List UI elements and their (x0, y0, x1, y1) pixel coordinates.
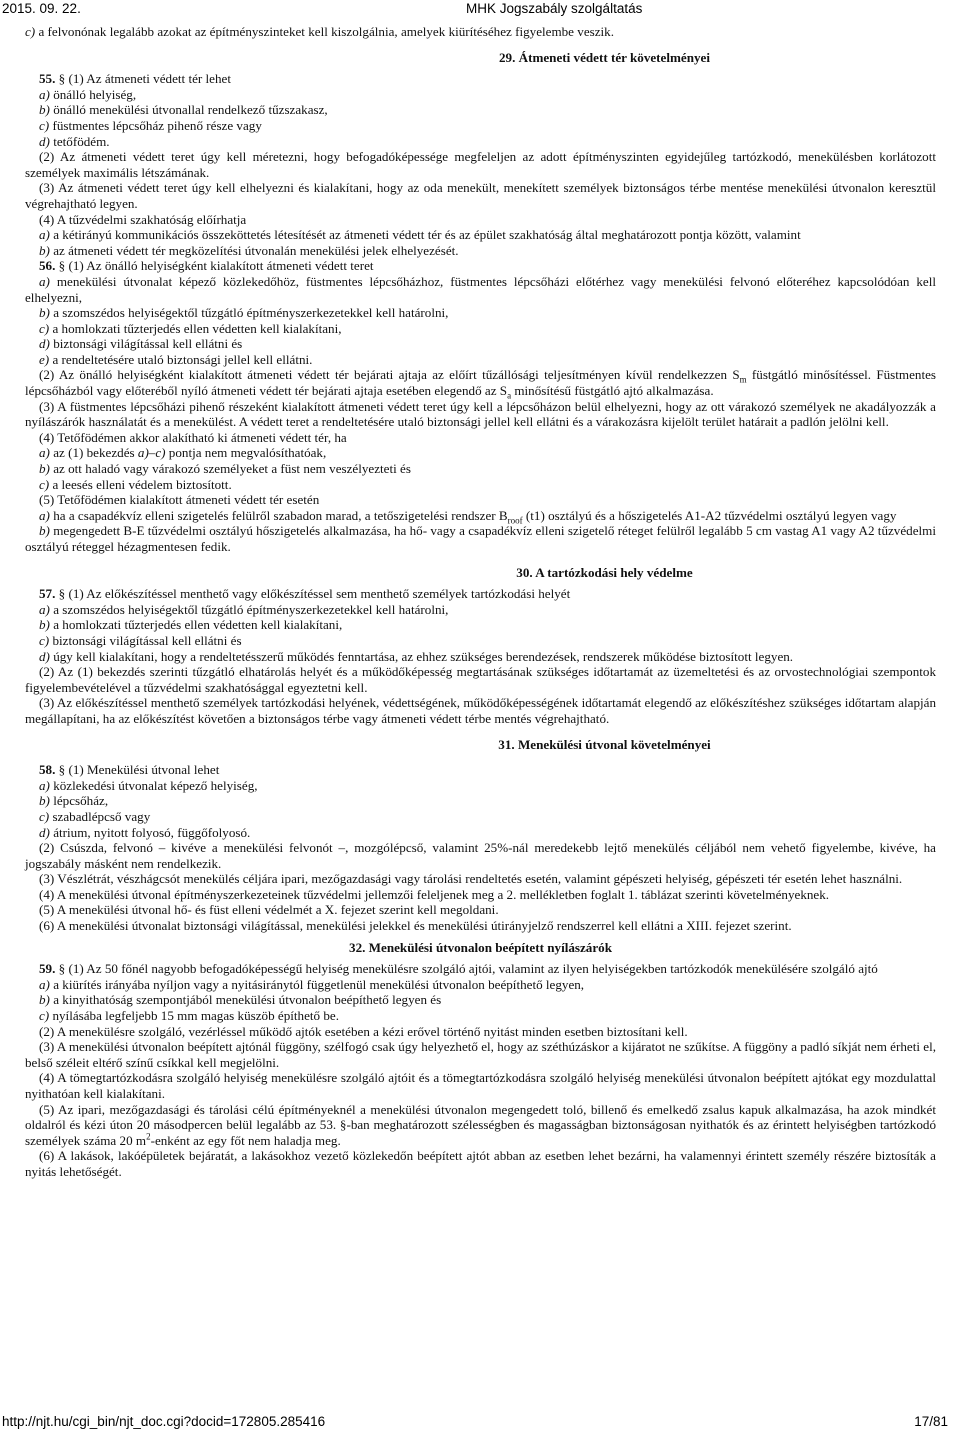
paragraph: a) a kétirányú kommunikációs összeköttetés létesítését az átmeneti védett tér és az épület szakhatóság által meghatározott pontja között, valamint (39, 227, 801, 243)
paragraph: 57. § (1) Az előkészítéssel menthető vagy előkészítéssel sem menthető személyek tartózkodási helyét (39, 586, 571, 602)
paragraph: e) a rendeltetésére utaló biztonsági jellel kell ellátni. (39, 351, 313, 367)
paragraph: (2) Csúszda, felvonó – kivéve a menekülési felvonót –, mozgólépcső, valamint 25%-nál meredekebb lejtő menekülés céljából nem vehető figyelembe, kivéve, ha jogszabály másként nem rendelkezik. (25, 840, 936, 871)
paragraph: d) tetőfödém. (39, 133, 110, 149)
paragraph: (2) Az önálló helyiségként kialakított átmeneti védett tér bejárati ajtaja az előírt tűzállósági teljesítményen kívül rendelkezzen $S_m$ füstgátló minősítéssel. Füstmentes lépcsőházból vagy előteréből nyíló átmeneti védett tér bejárati ajtaja esetében elegendő az $S_a$ minősítésű füstgátló ajtó alkalmazása. (25, 367, 936, 401)
section-heading: 32. Menekülési útvonalon beépített nyílászárók (349, 939, 612, 955)
paragraph: (3) Az előkészítéssel menthető személyek tartózkodási helyének, védettségének, működőképességének időtartamát elegendő az előkészítéshez szükséges időtartam alapján megállapítani, ha az előkészítést követően a biztonságos térbe vagy átmeneti védett térbe mentés végrehajtható. (25, 695, 936, 726)
paragraph: a) önálló helyiség, (39, 86, 137, 102)
paragraph: (3) Az átmeneti védett teret úgy kell elhelyezni és kialakítani, hogy az oda menekült, menekített személyek biztonságos térbe mentése menekülési útvonalon keresztül végrehajtható legyen. (25, 180, 936, 211)
paragraph: d) átrium, nyitott folyosó, függőfolyosó. (39, 824, 251, 840)
paragraph: (2) A menekülésre szolgáló, vezérléssel működő ajtók esetében a kézi erővel történő nyitást minden esetben biztosítani kell. (39, 1023, 688, 1039)
paragraph: 58. § (1) Menekülési útvonal lehet (39, 762, 220, 778)
section-heading: 31. Menekülési útvonal követelményei (498, 736, 711, 752)
page-number: 17/81 (914, 1414, 948, 1429)
paragraph: b) megengedett B-E tűzvédelmi osztályú hőszigetelés alkalmazása, ha hő- vagy a csapadékvíz elleni szigetelő réteget felülről legalább 5 cm vastag A1 vagy A2 tűzvédelmi osztályú réteggel hézagmentesen fedik. (25, 523, 936, 554)
paragraph: c) a leesés elleni védelem biztosított. (39, 476, 232, 492)
source-title: MHK Jogszabály szolgáltatás (466, 1, 643, 16)
paragraph: b) a homlokzati tűzterjedés ellen védetten kell kialakítani, (39, 617, 343, 633)
paragraph: (5) Tetőfödémen kialakított átmeneti védett tér esetén (39, 492, 320, 508)
paragraph: (5) Az ipari, mezőgazdasági és tárolási célú építményeknél a menekülési útvonalon megengedett toló, billenő és emelkedő zsalus kapuk alkalmazása, ha azok mindkét oldalról és kézi úton 20 másodpercen belül legalább az 53. §-ban meghatározott szélességben és magasságban biztonságosan nyithatók és az érintett helyiségben tartózkodó személyek száma 20 $m^2$-enként az egy főt nem haladja meg. (25, 1101, 936, 1148)
paragraph: (6) A menekülési útvonalat biztonsági világítással, menekülési jelekkel és menekülési útirányjelző rendszerrel kell ellátni a XIII. fejezet szerint. (39, 918, 792, 934)
paragraph: (5) A menekülési útvonal hő- és füst elleni védelmét a X. fejezet szerint kell megoldani. (39, 902, 499, 918)
page-footer (0, 1414, 960, 1432)
paragraph: a) a kiürítés irányába nyíljon vagy a nyitásiránytól függetlenül menekülési útvonalon beépíthető legyen, (39, 976, 585, 992)
paragraph: (4) A menekülési útvonal építményszerkezeteinek tűzvédelmi jellemzői feleljenek meg a 2. mellékletben foglalt 1. táblázat szerinti követelményeknek. (39, 886, 830, 902)
document-url: http://njt.hu/cgi_bin/njt_doc.cgi?docid=172805.285416 (2, 1414, 326, 1429)
paragraph: b) önálló menekülési útvonallal rendelkező tűzszakasz, (39, 102, 328, 118)
paragraph: c) füstmentes lépcsőház pihenő része vagy (39, 117, 262, 133)
paragraph: (4) A tömegtartózkodásra szolgáló helyiség menekülésre szolgáló ajtóit és a tömegtartózkodásra szolgáló helyiség menekülési útvonalon beépített ajtókat egy mozdulattal nyithatóan kell kialakítani. (25, 1070, 936, 1101)
paragraph: c) a homlokzati tűzterjedés ellen védetten kell kialakítani, (39, 320, 342, 336)
paragraph: b) a szomszédos helyiségektől tűzgátló építményszerkezetekkel kell határolni, (39, 305, 449, 321)
print-date: 2015. 09. 22. (2, 1, 81, 16)
paragraph: a) az (1) bekezdés a)–c) pontja nem megvalósíthatóak, (39, 445, 327, 461)
paragraph: (4) Tetőfödémen akkor alakítható ki átmeneti védett tér, ha (39, 429, 347, 445)
paragraph: (2) Az (1) bekezdés szerinti tűzgátló elhatárolás helyét és a működőképesség megtartásának szükséges időtartamát az üzemeltetési és az orvostechnológiai szempontok figyelembevételével a tűzvédelmi szakhatósággal egyeztetni kell. (25, 664, 936, 695)
paragraph: 55. § (1) Az átmeneti védett tér lehet (39, 71, 231, 87)
paragraph: b) az ott haladó vagy várakozó személyeket a füst nem veszélyezteti és (39, 461, 411, 477)
paragraph: b) a kinyithatóság szempontjából menekülési útvonalon beépíthető legyen és (39, 992, 442, 1008)
page-header (0, 0, 960, 18)
paragraph: c) a felvonónak legalább azokat az építményszinteket kell kiszolgálnia, amelyek kiürítéséhez figyelembe veszik. (25, 24, 614, 39)
section-heading: 30. A tartózkodási hely védelme (516, 564, 693, 580)
paragraph: (2) Az átmeneti védett teret úgy kell méretezni, hogy befogadóképessége megfeleljen az adott építményszinten egyidejűleg tartózkodó, menekülésben korlátozott személyek maximális létszámának. (25, 149, 936, 180)
paragraph: d) úgy kell kialakítani, hogy a rendeltetésszerű működés fenntartása, az ehhez szükséges berendezések, rendszerek működése biztosított legyen. (39, 648, 794, 664)
paragraph: (4) A tűzvédelmi szakhatóság előírhatja (39, 211, 247, 227)
paragraph: a) ha a csapadékvíz elleni szigetelés felülről szabadon marad, a tetőszigetelési rendszer $B_{roof}$ (t1) osztályú és a hőszigetelés A1-A2 tűzvédelmi osztályú legyen vagy (39, 507, 897, 526)
paragraph: a) közlekedési útvonalat képező helyiség, (39, 777, 258, 793)
paragraph: d) biztonsági világítással kell ellátni és (39, 336, 243, 352)
paragraph: (3) Vészlétrát, vészhágcsót menekülés céljára ipari, mezőgazdasági vagy tárolási rendeltetés esetén, valamint gépészeti helyiség, gépészeti tér esetén lehet használni. (39, 871, 903, 887)
section-heading: 29. Átmeneti védett tér követelményei (498, 49, 710, 65)
paragraph: (3) A füstmentes lépcsőházi pihenő részeként kialakított átmeneti védett teret úgy kell a lépcsőházon belül elhelyezni, hogy az ott várakozó személyek ne akadályozzák a nyílászárók használatát és a menekülést. A védett teret a rendeltetésére utaló biztonsági jellel kell ellátni és a várakozásra kijelölt terület határait a padlón jelölni kell. (25, 398, 936, 430)
paragraph: (3) A menekülési útvonalon beépített ajtónál függöny, szélfogó csak úgy helyezhető el, hogy az széthúzáskor a kijáratot ne szűkítse. A függöny a padló síkját nem érheti el, belső széleit eltérő színű csíkkal kell megjelölni. (25, 1039, 936, 1070)
paragraph: 56. § (1) Az önálló helyiségként kialakított átmeneti védett teret (39, 258, 374, 274)
paragraph: c) nyílásába legfeljebb 15 mm magas küszöb építhető be. (39, 1008, 339, 1024)
paragraph: (6) A lakások, lakóépületek bejáratát, a lakásokhoz vezető közlekedőn beépített ajtót abban az esetben lehet bezárni, ha valamennyi érintett személy részére biztosíták a nyitás lehetőségét. (25, 1148, 936, 1179)
paragraph: c) szabadlépcső vagy (39, 808, 151, 824)
paragraph: c) biztonsági világítással kell ellátni és (39, 632, 242, 648)
paragraph: a) menekülési útvonalat képező közlekedőhöz, füstmentes lépcsőházhoz, füstmentes lépcsőházi előtérhez vagy menekülési felvonó előteréhez kapcsolódóan kell elhelyezni, (25, 273, 936, 305)
paragraph: a) a szomszédos helyiségektől tűzgátló építményszerkezetekkel kell határolni, (39, 601, 449, 617)
document-body (25, 24, 936, 1180)
paragraph: b) lépcsőház, (39, 793, 109, 809)
paragraph: b) az átmeneti védett tér megközelítési útvonalán menekülési jelek elhelyezését. (39, 242, 459, 258)
paragraph: 59. § (1) Az 50 főnél nagyobb befogadóképességű helyiség menekülésre szolgáló ajtói, valamint az ilyen helyiségekben tartózkodók menekülésére szolgáló ajtó (39, 961, 878, 977)
